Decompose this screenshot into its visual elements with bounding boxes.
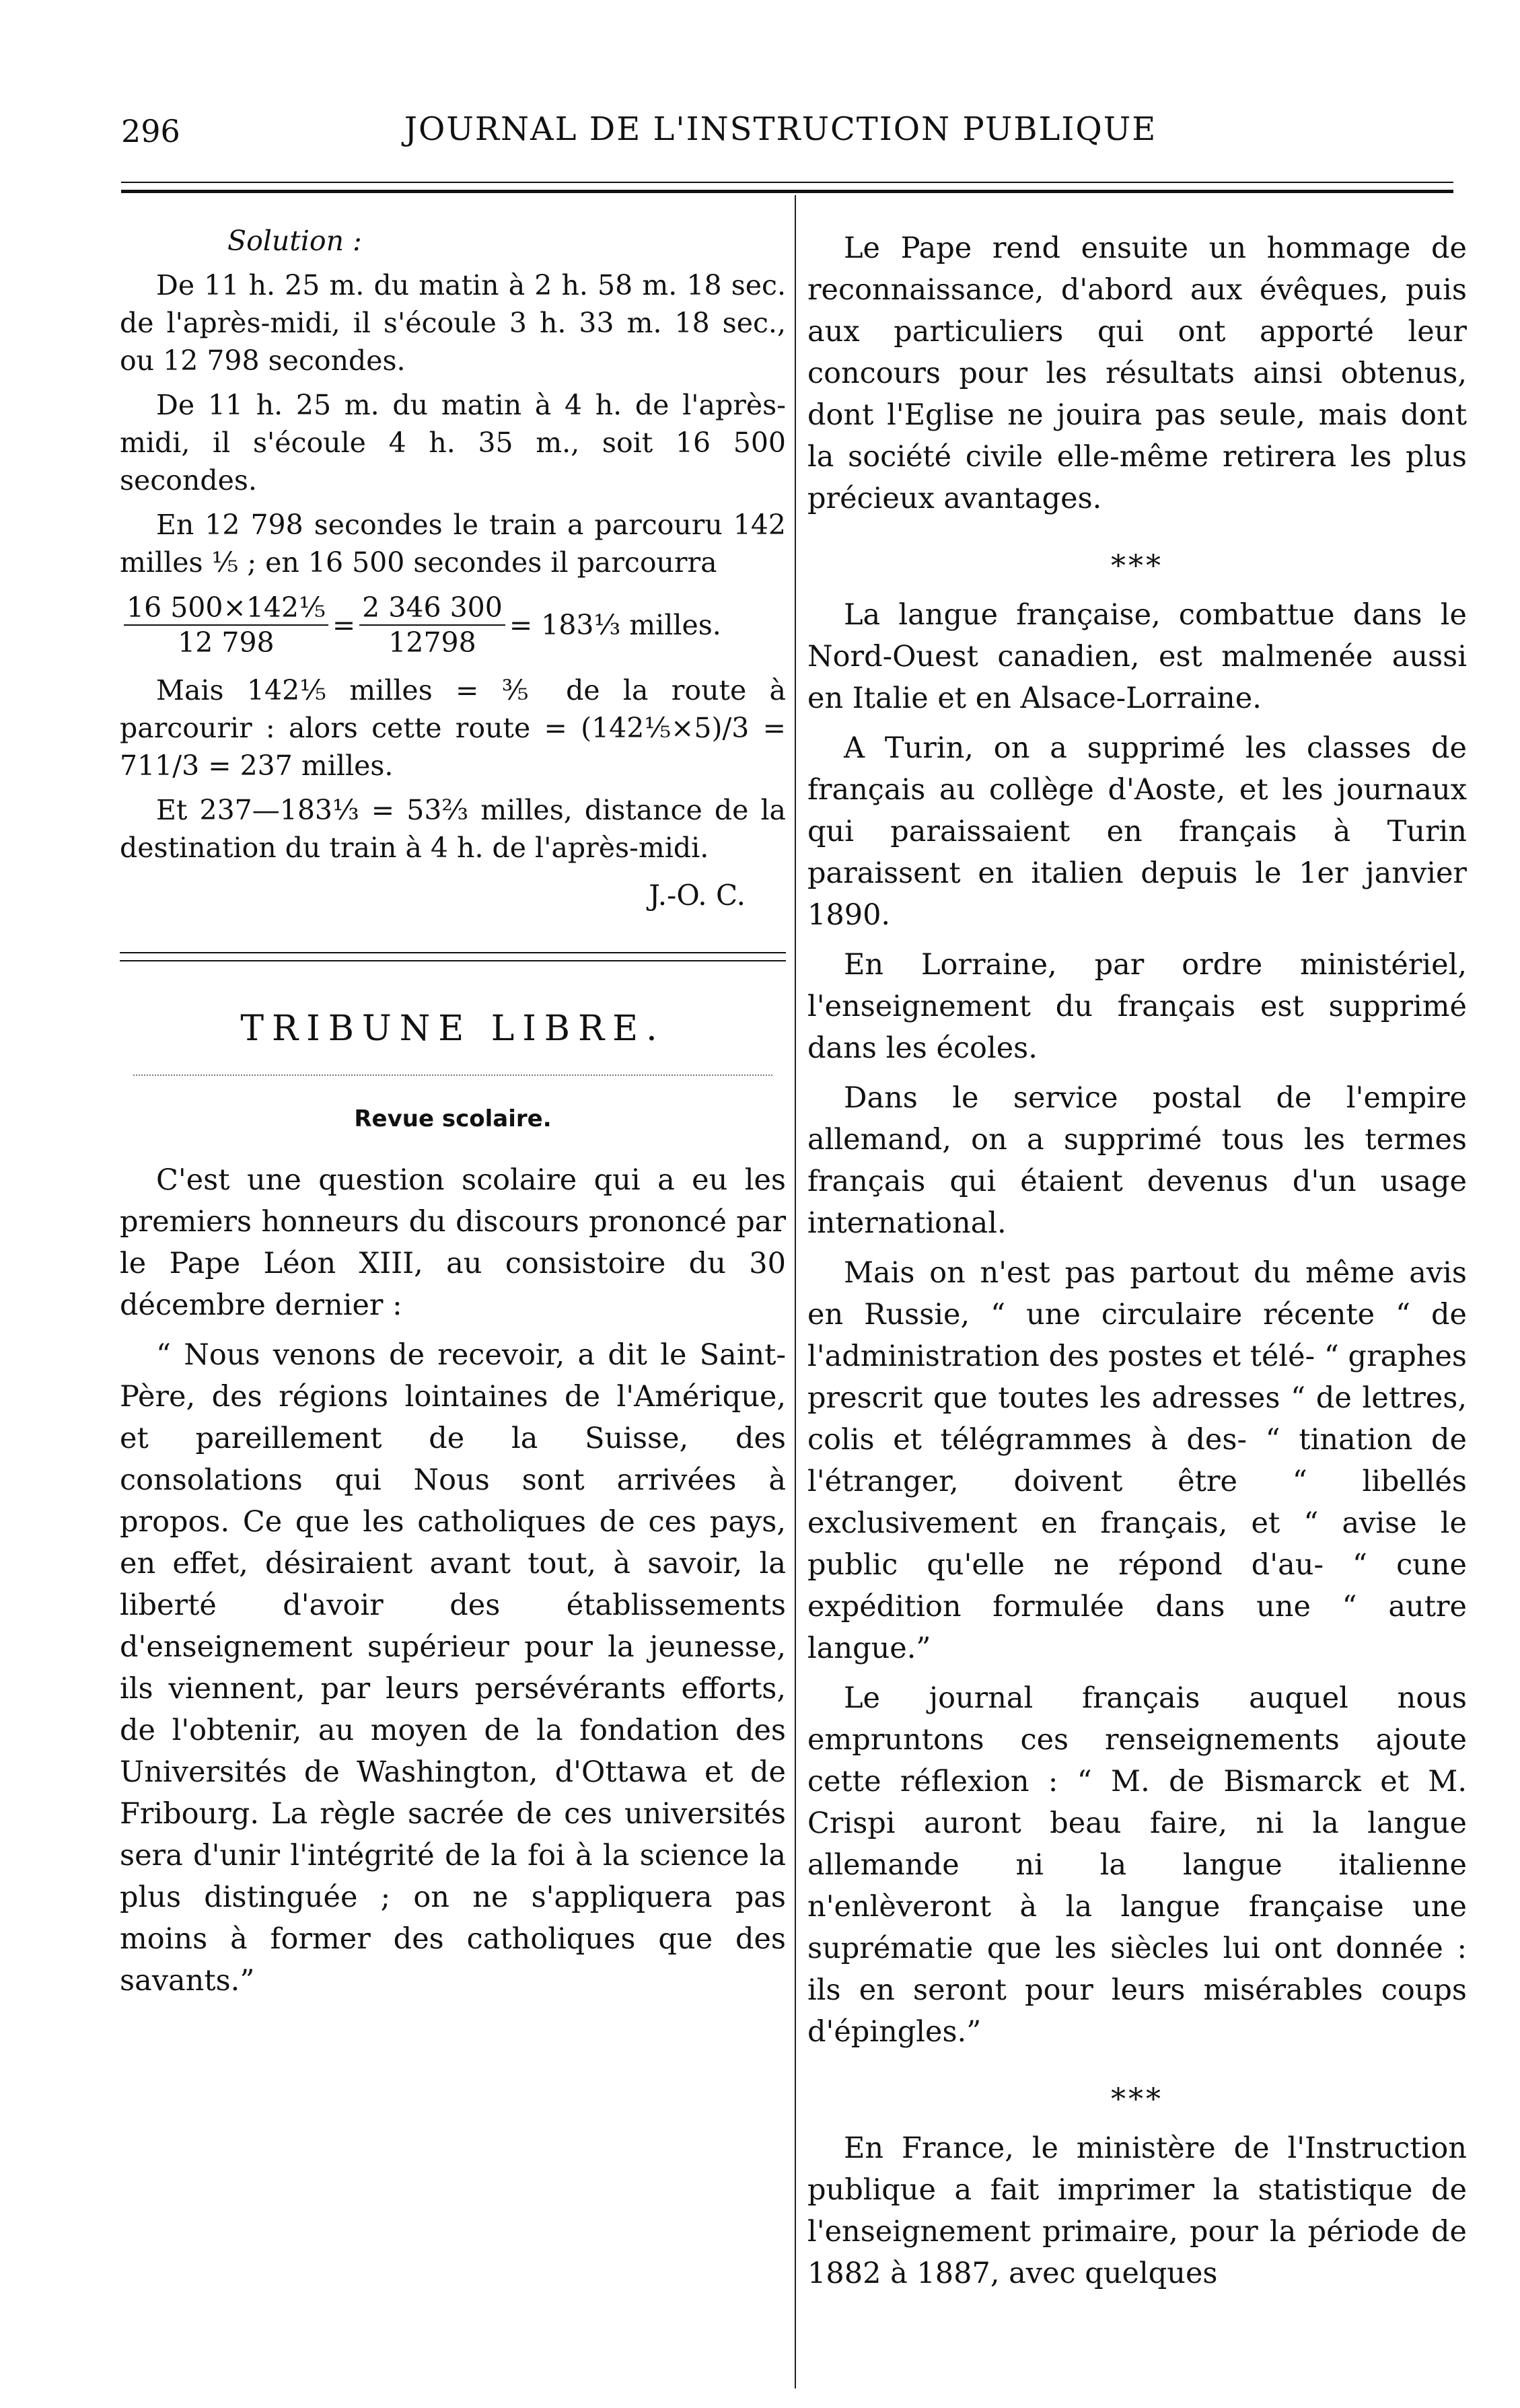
paragraph: Le Pape rend ensuite un hommage de reconnaissance, d'abord aux évêques, puis aux particuliers qui ont apporté leur concours pour les résultats ainsi obtenus, dont l'Eglise ne jouira pas seule, mais dont la société civile elle-même retirera les plus précieux avantages. [807,231,1467,515]
section-rule [120,952,786,961]
denominator: 12798 [388,626,476,659]
fraction [124,591,328,659]
solution-block [120,222,786,912]
section-title: TRIBUNE LIBRE. [240,1009,665,1049]
right-column [807,227,1467,2302]
paragraph: De 11 h. 25 m. du matin à 4 h. de l'après-midi, il s'écoule 4 h. 35 m., soit 16 500 secondes. [120,389,786,497]
subheading: Revue scolaire. [354,1105,552,1132]
dotted-rule [133,1074,772,1076]
numerator: 16 500×142⅕ [124,591,328,626]
paragraph: Mais 142⅕ milles = ⅗ de la route à parcourir : alors cette route = (142⅕×5)/3 = 711/3 = 237 milles. [120,674,786,782]
denominator: 12 798 [178,626,275,659]
paragraph: De 11 h. 25 m. du matin à 2 h. 58 m. 18 sec. de l'après-midi, il s'écoule 3 h. 33 m. 18 sec., ou 12 798 secondes. [120,269,786,377]
page-number: 296 [121,113,180,149]
paragraph: La langue française, combattue dans le Nord-Ouest canadien, est malmenée aussi en Italie et en Alsace-Lorraine. [807,598,1467,715]
paragraph: “ Nous venons de recevoir, a dit le Saint-Père, des régions lointaines de l'Amérique, et pareillement de la Suisse, des consolations qui Nous sont arrivées à propos. Ce que les catholiques de ces pays, en effet, désiraient avant tout, à savoir, la liberté d'avoir des établissements d'enseignement supérieur pour la jeunesse, ils viennent, par leurs persévérants efforts, de l'obtenir, au moyen de la fondation des Universités de Washington, d'Ottawa et de Fribourg. La règle sacrée de ces universités sera d'unir l'intégrité de la foi à la science la plus distinguée ; on ne s'appliquera pas moins à former des catholiques que des savants.” [120,1338,786,1998]
paragraph: En Lorraine, par ordre ministériel, l'enseignement du français est supprimé dans les écoles. [807,948,1467,1065]
journal-title: JOURNAL DE L'INSTRUCTION PUBLIQUE [404,110,1157,148]
fraction [359,591,505,659]
header-rule [121,182,1453,193]
paragraph: A Turin, on a supprimé les classes de français au collège d'Aoste, et les journaux qui paraissaient en français à Turin paraissent en italien depuis le 1er janvier 1890. [807,731,1467,932]
section-separator: ⁎⁎⁎ [1111,540,1163,574]
numerator: 2 346 300 [359,591,505,626]
section-separator: ⁎⁎⁎ [1111,2073,1163,2107]
paragraph: Et 237—183⅓ = 53⅔ milles, distance de la destination du train à 4 h. de l'après-midi. [120,794,786,864]
paragraph: Le journal français auquel nous empruntons ces renseignements ajoute cette réflexion : “ M. de Bismarck et M. Crispi auront beau faire, ni la langue allemande ni la langue italienne n'enlèveront à la langue française une suprématie que les siècles lui ont donnée : ils en seront pour leurs misérables coups d'épingles.” [807,1681,1467,2049]
equation-result: = 183⅓ milles. [509,609,721,641]
equation: $\frac{\text{16 500×142⅕}}{12 798}$ = $\frac{2 346 300}{12798}$ = 183⅓ milles. [120,591,786,659]
signature: J.-O. C. [649,879,746,912]
paragraph: C'est une question scolaire qui a eu les premiers honneurs du discours prononcé par le Pape Léon XIII, au consistoire du 30 décembre dernier : [120,1163,786,1322]
paragraph: Mais on n'est pas partout du même avis en Russie, “ une circulaire récente “ de l'administration des postes et télé- “ graphes prescrit que toutes les adresses “ de lettres, colis et télégrammes à des- “ tination de l'étranger, doivent être “ libellés exclusivement en français, et “ avise le public qu'elle ne répond d'au- “ cune expédition formulée dans une “ autre langue.” [807,1256,1467,1665]
paragraph: Dans le service postal de l'empire allemand, on a supprimé tous les termes français qui étaient devenus d'un usage international. [807,1081,1467,1240]
left-column [120,222,786,2010]
page-header [121,108,1440,161]
paragraph: En France, le ministère de l'Instruction publique a fait imprimer la statistique de l'enseignement primaire, pour la période de 1882 à 1887, avec quelques [807,2131,1467,2290]
solution-title: Solution : [227,225,362,257]
column-divider [795,195,796,2388]
paragraph: En 12 798 secondes le train a parcouru 142 milles ⅕ ; en 16 500 secondes il parcourra [120,509,786,579]
